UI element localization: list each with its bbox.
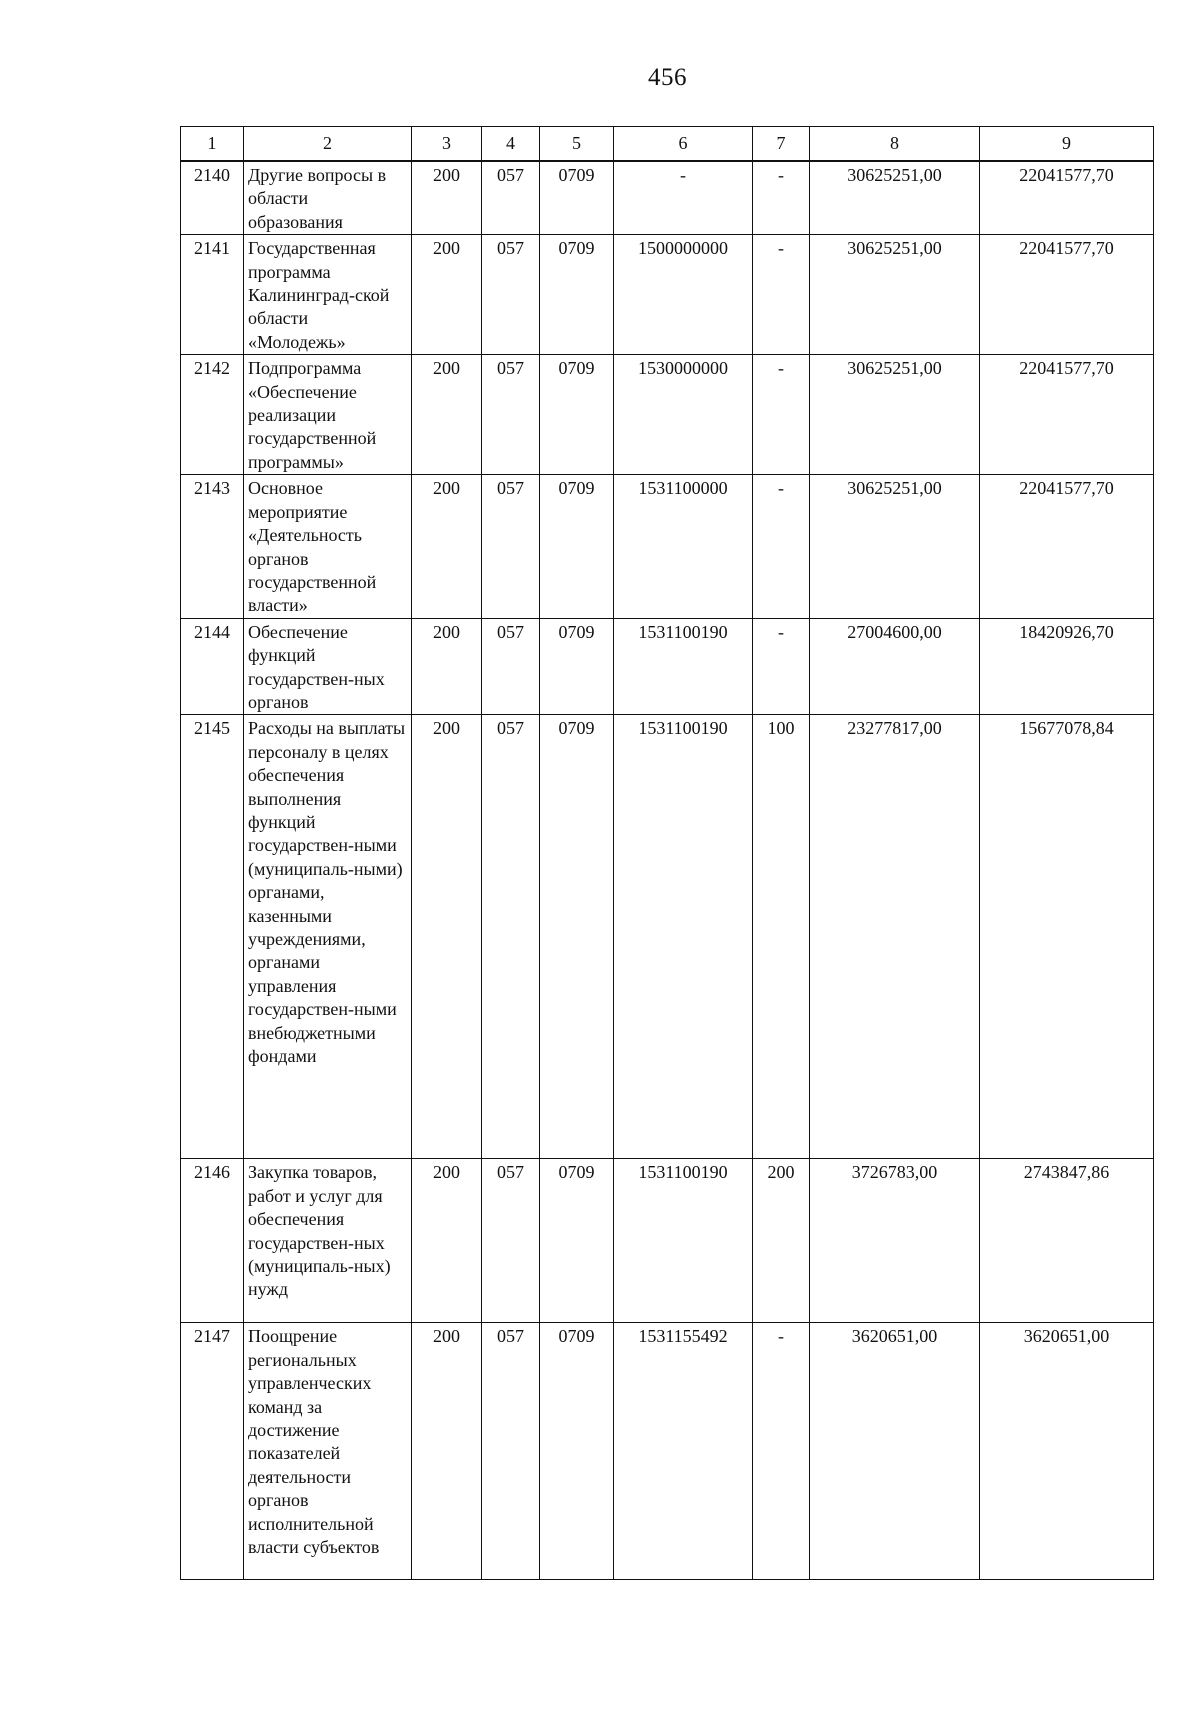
cell-col3: 200 (412, 715, 482, 1159)
header-col-4: 4 (482, 127, 540, 162)
table-row (181, 1323, 1154, 1580)
cell-col4: 057 (482, 161, 540, 235)
row-name: Расходы на выплаты персоналу в целях обеспечения выполнения функций государствен-ными (муниципаль-ными) органами, казенными учреждениями, органами управления государствен-ными внебюджетными фондами (244, 715, 412, 1159)
cell-col9: 22041577,70 (980, 161, 1154, 235)
table-row (181, 161, 1154, 235)
row-name: Поощрение региональных управленческих команд за достижение показателей деятельности органов исполнительной власти субъектов (244, 1323, 412, 1580)
cell-col7: 200 (753, 1159, 810, 1323)
cell-col9: 22041577,70 (980, 475, 1154, 618)
cell-col6: 1531100190 (614, 715, 753, 1159)
row-name: Другие вопросы в области образования (244, 161, 412, 235)
row-number: 2145 (181, 715, 244, 1159)
cell-col5: 0709 (540, 355, 614, 475)
cell-col3: 200 (412, 235, 482, 355)
cell-col4: 057 (482, 475, 540, 618)
cell-col5: 0709 (540, 475, 614, 618)
cell-col6: 1530000000 (614, 355, 753, 475)
cell-col7: - (753, 475, 810, 618)
header-col-3: 3 (412, 127, 482, 162)
table-row (181, 475, 1154, 618)
row-number: 2147 (181, 1323, 244, 1580)
cell-col5: 0709 (540, 1159, 614, 1323)
cell-col3: 200 (412, 161, 482, 235)
cell-col8: 30625251,00 (810, 235, 980, 355)
cell-col4: 057 (482, 235, 540, 355)
budget-table (180, 126, 1154, 1580)
cell-col6: 1531100000 (614, 475, 753, 618)
header-col-9: 9 (980, 127, 1154, 162)
cell-col9: 22041577,70 (980, 235, 1154, 355)
row-number: 2141 (181, 235, 244, 355)
cell-col9: 15677078,84 (980, 715, 1154, 1159)
row-number: 2142 (181, 355, 244, 475)
cell-col4: 057 (482, 1323, 540, 1580)
cell-col9: 3620651,00 (980, 1323, 1154, 1580)
row-name: Подпрограмма «Обеспечение реализации государственной программы» (244, 355, 412, 475)
table-row (181, 235, 1154, 355)
row-number: 2146 (181, 1159, 244, 1323)
row-number: 2140 (181, 161, 244, 235)
cell-col8: 3620651,00 (810, 1323, 980, 1580)
cell-col7: 100 (753, 715, 810, 1159)
cell-col6: 1500000000 (614, 235, 753, 355)
cell-col5: 0709 (540, 235, 614, 355)
cell-col3: 200 (412, 1323, 482, 1580)
cell-col9: 22041577,70 (980, 355, 1154, 475)
table-row (181, 715, 1154, 1159)
row-name: Обеспечение функций государствен-ных органов (244, 618, 412, 715)
cell-col3: 200 (412, 1159, 482, 1323)
cell-col3: 200 (412, 475, 482, 618)
header-col-1: 1 (181, 127, 244, 162)
cell-col9: 2743847,86 (980, 1159, 1154, 1323)
header-col-2: 2 (244, 127, 412, 162)
cell-col8: 3726783,00 (810, 1159, 980, 1323)
cell-col3: 200 (412, 618, 482, 715)
row-number: 2143 (181, 475, 244, 618)
table-row (181, 355, 1154, 475)
header-row (181, 127, 1154, 162)
header-col-8: 8 (810, 127, 980, 162)
cell-col7: - (753, 161, 810, 235)
row-name: Закупка товаров, работ и услуг для обеспечения государствен-ных (муниципаль-ных) нужд (244, 1159, 412, 1323)
cell-col8: 27004600,00 (810, 618, 980, 715)
table-row (181, 618, 1154, 715)
cell-col5: 0709 (540, 1323, 614, 1580)
row-name: Основное мероприятие «Деятельность органов государственной власти» (244, 475, 412, 618)
cell-col6: 1531100190 (614, 618, 753, 715)
cell-col9: 18420926,70 (980, 618, 1154, 715)
header-col-7: 7 (753, 127, 810, 162)
cell-col4: 057 (482, 715, 540, 1159)
cell-col4: 057 (482, 618, 540, 715)
cell-col7: - (753, 355, 810, 475)
cell-col5: 0709 (540, 715, 614, 1159)
cell-col7: - (753, 235, 810, 355)
cell-col7: - (753, 618, 810, 715)
row-name: Государственная программа Калинингрaд-ской области «Молодежь» (244, 235, 412, 355)
cell-col5: 0709 (540, 618, 614, 715)
table-row (181, 1159, 1154, 1323)
cell-col8: 23277817,00 (810, 715, 980, 1159)
cell-col5: 0709 (540, 161, 614, 235)
row-number: 2144 (181, 618, 244, 715)
page-number: 456 (648, 64, 687, 91)
cell-col7: - (753, 1323, 810, 1580)
cell-col8: 30625251,00 (810, 161, 980, 235)
cell-col8: 30625251,00 (810, 355, 980, 475)
header-col-5: 5 (540, 127, 614, 162)
cell-col6: 1531155492 (614, 1323, 753, 1580)
cell-col6: 1531100190 (614, 1159, 753, 1323)
cell-col4: 057 (482, 1159, 540, 1323)
cell-col8: 30625251,00 (810, 475, 980, 618)
cell-col4: 057 (482, 355, 540, 475)
header-col-6: 6 (614, 127, 753, 162)
cell-col6: - (614, 161, 753, 235)
cell-col3: 200 (412, 355, 482, 475)
